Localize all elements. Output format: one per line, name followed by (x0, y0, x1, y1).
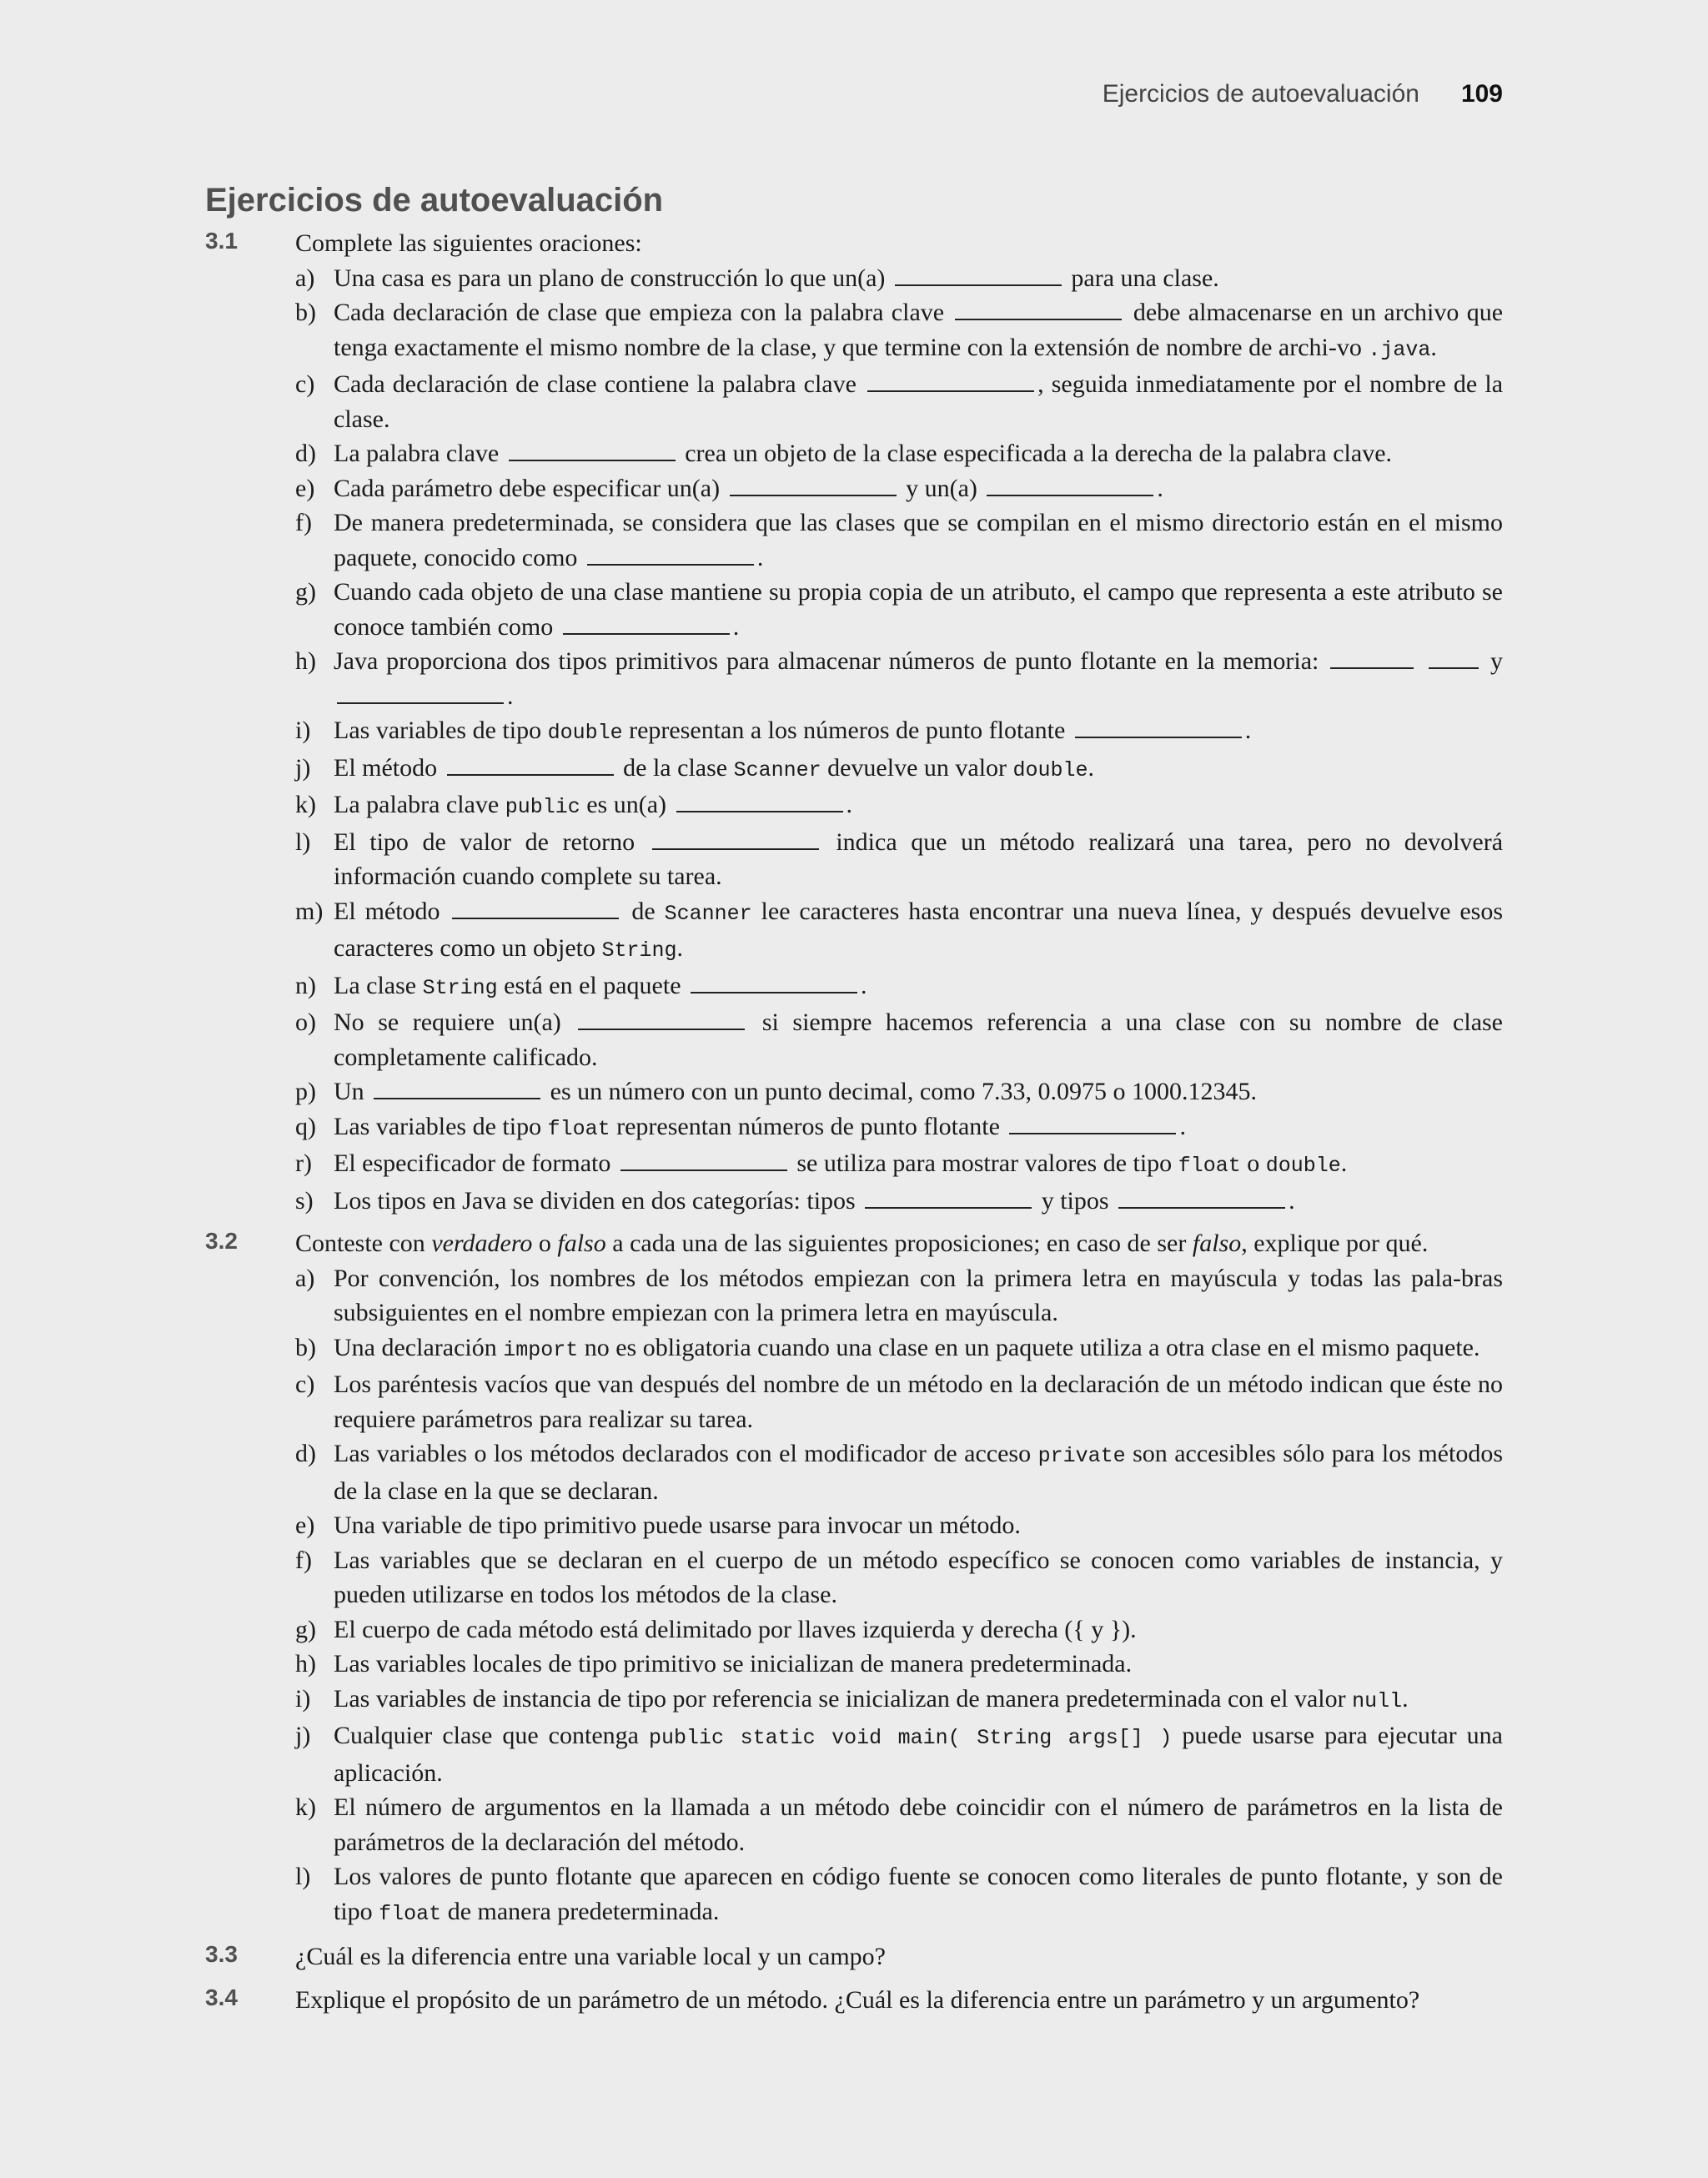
page-content (205, 182, 1503, 2017)
list-item: b) Cada declaración de clase que empieza con la palabra clave debe almacenarse en un archivo que tenga exactamente el mismo nombre de la clase, y que termine con la extensión de nombre de archi-vo .java. (295, 299, 1504, 362)
list-item: n) La clase String está en el paquete . (295, 971, 867, 1000)
page-number: 109 (1460, 80, 1503, 108)
list-item: h) Java proporciona dos tipos primitivos para almacenar números de punto flotante en la memoria: y . (295, 647, 1503, 710)
exercise-number: 3.4 (205, 1984, 238, 2010)
blank (987, 476, 1153, 496)
section-heading: Ejercicios de autoevaluación (205, 182, 664, 219)
list-item: o) No se requiere un(a) si siempre hacemos referencia a una clase con su nombre de clase completamente calificado. (295, 1009, 1504, 1071)
blank (652, 830, 819, 850)
exercise-intro: Complete las siguientes oraciones: (295, 229, 642, 257)
blank (509, 441, 676, 461)
list-item: q) Las variables de tipo float representan números de punto flotante . (295, 1112, 1186, 1141)
blank (895, 266, 1062, 286)
list-item: c) Cada declaración de clase contiene la palabra clave , seguida inmediatamente por el nombre de la clase. (295, 370, 1504, 433)
list-item: d) La palabra clave crea un objeto de la clase especificada a la derecha de la palabra clave. (295, 440, 1393, 467)
list-item: g) Cuando cada objeto de una clase mantiene su propia copia de un atributo, el campo que representa a este atributo se conoce también como . (295, 578, 1503, 641)
list-item: m) El método de Scanner lee caracteres hasta encontrar una nueva línea, y después devuelve esos caracteres como un objeto String. (295, 897, 1504, 963)
exercise-text: Explique el propósito de un parámetro de un método. ¿Cuál es la diferencia entre un parámetro y un argumento? (295, 1985, 1420, 2014)
list-item: k) La palabra clave public es un(a) . (295, 791, 853, 819)
list-item: c) Los paréntesis vacíos que van después del nombre de un método en la declaración de un método indican que éste no requiere parámetros para realizar su tarea. (295, 1371, 1503, 1433)
blank (587, 546, 754, 566)
blank (730, 476, 897, 496)
blank (1330, 649, 1414, 669)
list-item: s) Los tipos en Java se dividen en dos categorías: tipos y tipos . (295, 1186, 1295, 1215)
list-item: r) El especificador de formato se utiliza para mostrar valores de tipo float o double. (295, 1149, 1348, 1178)
list-item: h) Las variables locales de tipo primitivo se inicializan de manera predeterminada. (295, 1650, 1133, 1678)
list-item: j) El método de la clase Scanner devuelve un valor double. (295, 753, 1095, 782)
exercise-3-4 (205, 1983, 1503, 2018)
list-item: k) El número de argumentos en la llamada a un método debe coincidir con el número de parámetros en la lista de parámetros de la declaración del método. (295, 1793, 1503, 1856)
list-item: a) Por convención, los nombres de los métodos empiezan con la primera letra en mayúscula y todas las pala-bras subsiguientes en el nombre empiezan con la primera letra en mayúscula. (295, 1264, 1503, 1326)
running-head (1103, 80, 1503, 108)
blank (1009, 1114, 1176, 1134)
blank (374, 1079, 540, 1099)
exercise-3-3 (205, 1939, 1503, 1974)
list-item: l) Los valores de punto flotante que aparecen en código fuente se conocen como literales de punto flotante, y son de tipo float de manera predeterminada. (295, 1863, 1503, 1926)
list-item: a) Una casa es para un plano de construcción lo que un(a) para una clase. (295, 264, 1219, 292)
list-item: l) El tipo de valor de retorno indica que un método realizará una tarea, pero no devolverá información cuando complete su tarea. (295, 827, 1504, 890)
list-item: f) Las variables que se declaran en el cuerpo de un método específico se conocen como variables de instancia, y pueden utilizarse en todos los métodos de la clase. (295, 1546, 1503, 1608)
blank (867, 372, 1034, 392)
blank (865, 1189, 1032, 1209)
list-item: e) Una variable de tipo primitivo puede usarse para invocar un método. (295, 1512, 1021, 1539)
list-item: j) Cualquier clase que contenga public static void main( String args[] ) puede usarse para ejecutar una aplicación. (295, 1722, 1504, 1787)
list-item: e) Cada parámetro debe especificar un(a) y un(a) . (295, 474, 1163, 502)
list-item: i) Las variables de instancia de tipo por referencia se inicializan de manera predeterminada con el valor null. (295, 1684, 1409, 1713)
list-item: g) El cuerpo de cada método está delimitado por llaves izquierda y derecha ({ y }). (295, 1615, 1137, 1643)
running-head-title: Ejercicios de autoevaluación (1102, 80, 1419, 108)
exercise-number: 3.1 (205, 228, 238, 254)
exercise-number: 3.3 (205, 1941, 238, 1967)
blank (1118, 1189, 1285, 1209)
exercise-3-2 (205, 1226, 1503, 1931)
blank (1075, 718, 1242, 738)
list-item: f) De manera predeterminada, se considera que las clases que se compilan en el mismo directorio están en el mismo paquete, conocido como . (295, 509, 1503, 571)
list-item: d) Las variables o los métodos declarados con el modificador de acceso private son accesibles sólo para los métodos de la clase en la que se declaran. (295, 1440, 1504, 1505)
blank (578, 1010, 745, 1030)
blank (620, 1151, 787, 1171)
blank (563, 615, 730, 635)
blank (676, 792, 843, 812)
blank (955, 300, 1122, 320)
exercise-intro: Conteste con verdadero o falso a cada una de las siguientes proposiciones; en caso de ser falso, explique por qué. (295, 1230, 1429, 1257)
list-item: i) Las variables de tipo double representan a los números de punto flotante . (295, 717, 1252, 745)
exercise-3-1 (205, 226, 1503, 1218)
list-item: p) Un es un número con un punto decimal, como 7.33, 0.0975 o 1000.12345. (295, 1078, 1258, 1105)
exercise-text: ¿Cuál es la diferencia entre una variable local y un campo? (295, 1943, 886, 1970)
list-item: b) Una declaración import no es obligatoria cuando una clase en un paquete utiliza a otra clase en el mismo paquete. (295, 1333, 1480, 1362)
blank (691, 973, 857, 993)
blank (452, 899, 619, 919)
blank (447, 756, 614, 776)
blank (337, 684, 504, 704)
exercise-number: 3.2 (205, 1228, 238, 1254)
blank (1429, 649, 1479, 669)
